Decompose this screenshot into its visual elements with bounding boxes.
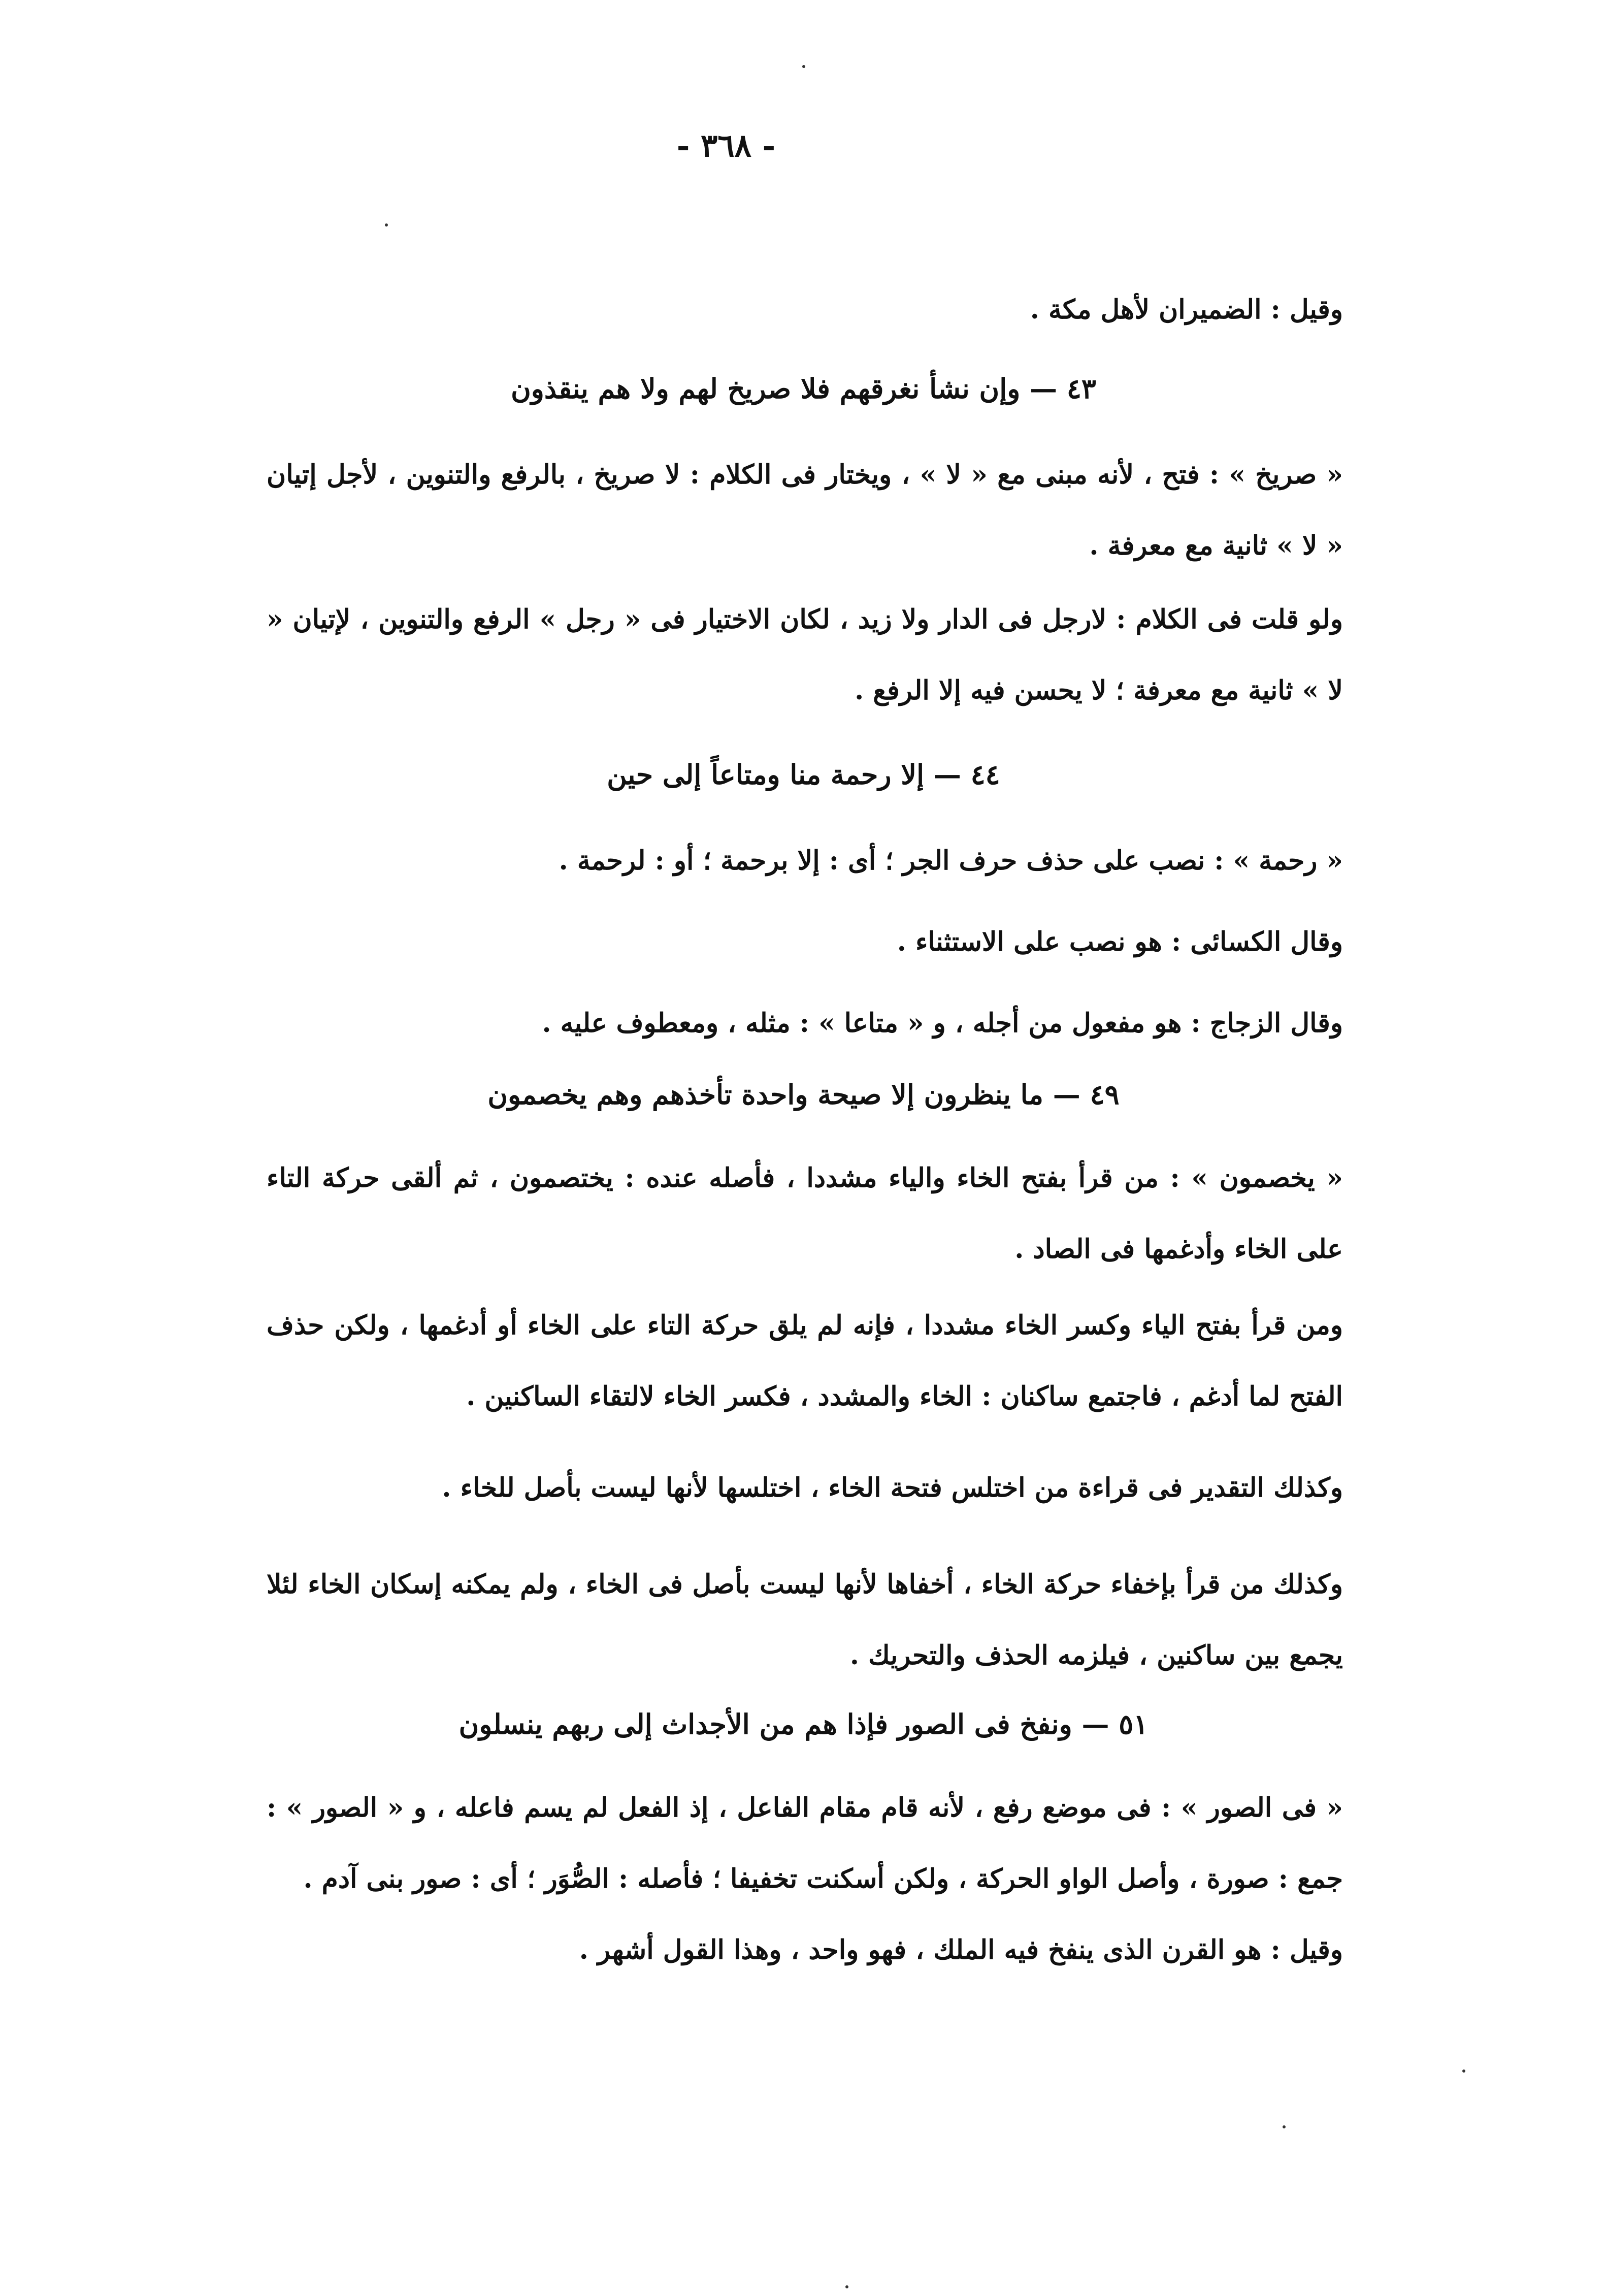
scan-speck (1283, 2125, 1286, 2128)
scan-speck (385, 223, 388, 227)
paragraph: ولو قلت فى الكلام : لارجل فى الدار ولا زيد ، لكان الاختيار فى « رجل » الرفع والتنوين ، لإتيان « لا » ثانية مع معرفة ؛ لا يحسن فيه إلا الرفع . (267, 604, 1343, 706)
verse-heading: ٤٤ — إلا رحمة منا ومتاعاً إلى حين (607, 758, 1000, 791)
paragraph: « فى الصور » : فى موضع رفع ، لأنه قام مقام الفاعل ، إذ الفعل لم يسم فاعله ، و « الصور » : جمع : صورة ، وأصل الواو الحركة ، ولكن أسكنت تخفيفا ؛ فأصله : الصُّوَر ؛ أى : صور بنى آدم . (267, 1792, 1343, 1894)
paragraph: وقال الكسائى : هو نصب على الاستثناء . (897, 926, 1343, 957)
paragraph: وقيل : هو القرن الذى ينفخ فيه الملك ، فهو واحد ، وهذا القول أشهر . (579, 1934, 1343, 1965)
verse-heading: ٤٩ — ما ينظرون إلا صيحة واحدة تأخذهم وهم يخصمون (487, 1078, 1120, 1111)
paragraph: وكذلك التقدير فى قراءة من اختلس فتحة الخاء ، اختلسها لأنها ليست بأصل للخاء . (442, 1472, 1343, 1503)
paragraph: « رحمة » : نصب على حذف حرف الجر ؛ أى : إلا برحمة ؛ أو : لرحمة . (559, 845, 1343, 876)
scan-speck (802, 65, 805, 68)
paragraph: « يخصمون » : من قرأ بفتح الخاء والياء مشددا ، فأصله عنده : يختصمون ، ثم ألقى حركة التاء على الخاء وأدغمها فى الصاد . (267, 1162, 1343, 1265)
paragraph: ومن قرأ بفتح الياء وكسر الخاء مشددا ، فإنه لم يلق حركة التاء على الخاء أو أدغمها ، ولكن حذف الفتح لما أدغم ، فاجتمع ساكنان : الخاء والمشدد ، فكسر الخاء لالتقاء الساكنين . (267, 1310, 1343, 1412)
paragraph: وكذلك من قرأ بإخفاء حركة الخاء ، أخفاها لأنها ليست بأصل فى الخاء ، ولم يمكنه إسكان الخاء لئلا يجمع بين ساكنين ، فيلزمه الحذف والتحريك . (267, 1569, 1343, 1671)
paragraph: « صريخ » : فتح ، لأنه مبنى مع « لا » ، ويختار فى الكلام : لا صريخ ، بالرفع والتنوين ، لأجل إتيان « لا » ثانية مع معرفة . (267, 459, 1343, 561)
scan-speck (845, 2285, 848, 2288)
verse-heading: ٤٣ — وإن نشأ نغرقهم فلا صريخ لهم ولا هم ينقذون (511, 372, 1096, 405)
verse-heading: ٥١ — ونفخ فى الصور فإذا هم من الأجداث إلى ربهم ينسلون (458, 1708, 1149, 1740)
page-number: - ٣٦٨ - (676, 127, 776, 164)
scan-speck (1462, 2069, 1465, 2073)
paragraph: وقال الزجاج : هو مفعول من أجله ، و « متاعا » : مثله ، ومعطوف عليه . (542, 1008, 1343, 1039)
paragraph: وقيل : الضميران لأهل مكة . (1030, 294, 1343, 325)
